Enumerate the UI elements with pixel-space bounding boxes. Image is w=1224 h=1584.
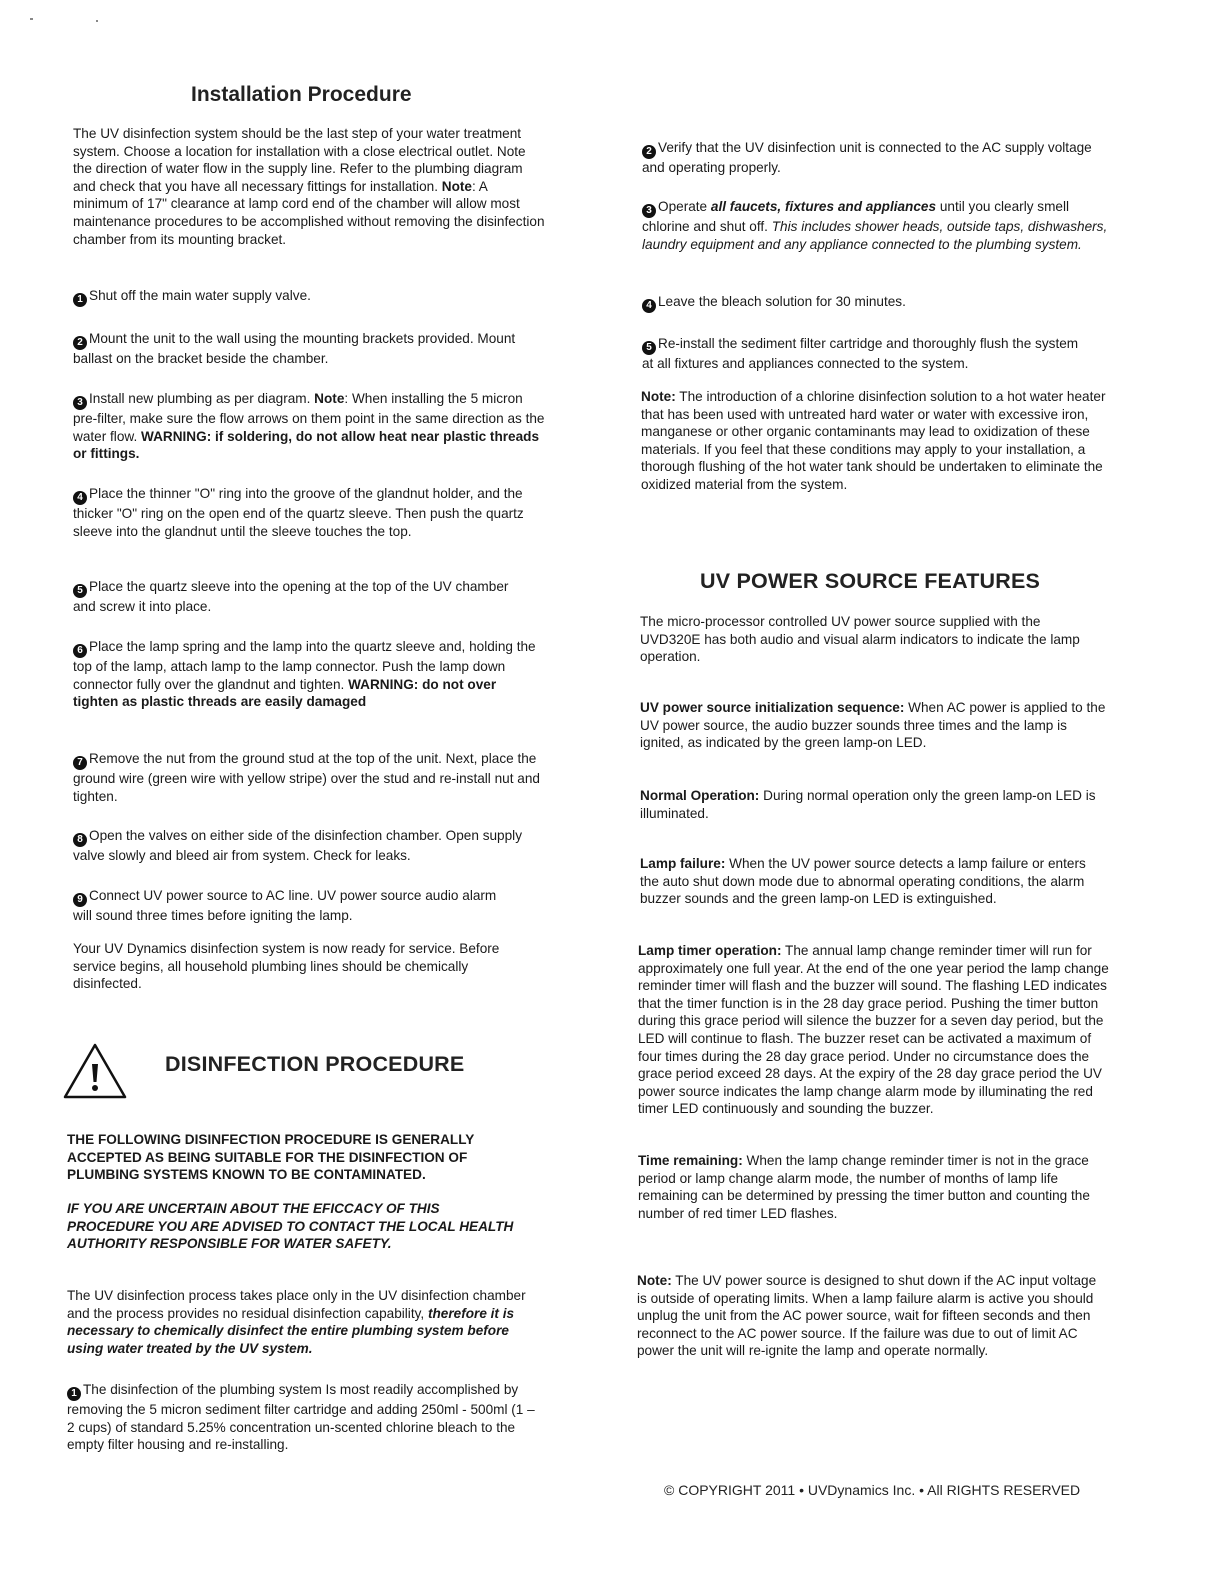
disinfection-step-3: 3 Operate all faucets, fixtures and appliances until you clearly smell chlorine and shut off. This includes shower heads, outside taps, dishwashers, laundry equipment and any appliance connected to the plumbing system.: [642, 199, 1108, 252]
install-step-5: 5 Place the quartz sleeve into the opening at the top of the UV chamber and screw it into place.: [73, 579, 509, 614]
install-step-1: 1 Shut off the main water supply valve.: [73, 287, 545, 307]
install-step-7: 7 Remove the nut from the ground stud at the top of the unit. Next, place the ground wire (green wire with yellow stripe) over the stud and re-install nut and tighten.: [73, 751, 540, 804]
numbered-circle-icon: 1: [67, 1387, 81, 1401]
warning-triangle-icon: [62, 1042, 128, 1100]
disinfection-advisory: IF YOU ARE UNCERTAIN ABOUT THE EFICCACY OF THIS PROCEDURE YOU ARE ADVISED TO CONTACT THE LOCAL HEALTH AUTHORITY RESPONSIBLE FOR WATER SAFETY.: [67, 1201, 514, 1252]
install-step-8: 8 Open the valves on either side of the disinfection chamber. Open supply valve slowly and bleed air from system. Check for leaks.: [73, 828, 522, 863]
ready-paragraph: Your UV Dynamics disinfection system is now ready for service. Before service begins, all household plumbing lines should be chemically disinfected.: [73, 941, 500, 992]
normal-operation: Normal Operation: During normal operation only the green lamp-on LED is illuminated.: [640, 788, 1096, 821]
disinfection-title: DISINFECTION PROCEDURE: [165, 1052, 465, 1076]
numbered-circle-icon: 4: [642, 299, 656, 313]
install-step-3: 3 Install new plumbing as per diagram. Note: When installing the 5 micron pre-filter, make sure the flow arrows on them point in the same direction as the water flow. WARNING: if soldering, do not allow heat near plastic threads or fittings.: [73, 391, 545, 462]
install-step-6: 6 Place the lamp spring and the lamp into the quartz sleeve and, holding the top of the lamp, attach lamp to the lamp connector. Push the lamp down connector fully over the glandnut and tighten. WARNING: do not over tighten as plastic threads are easily damaged: [73, 639, 536, 710]
numbered-circle-icon: 2: [642, 145, 656, 159]
disinfection-notice: THE FOLLOWING DISINFECTION PROCEDURE IS GENERALLY ACCEPTED AS BEING SUITABLE FOR THE DISINFECTION OF PLUMBING SYSTEMS KNOWN TO BE CONTAMINATED.: [67, 1132, 475, 1183]
shutdown-note: Note: The UV power source is designed to shut down if the AC input voltage is outside of operating limits. When a lamp failure alarm is active you should unplug the unit from the AC power source, wait for fifteen seconds and then reconnect to the AC power source. If the failure was due to out of limit AC power the unit will re-ignite the lamp and operate normally.: [637, 1273, 1097, 1359]
disinfection-step-2: 2 Verify that the UV disinfection unit is connected to the AC supply voltage and operating properly.: [642, 140, 1092, 175]
install-step-4: 4 Place the thinner "O" ring into the groove of the glandnut holder, and the thicker "O" ring on the open end of the quartz sleeve. Then push the quartz sleeve into the glandnut until the sleeve touches the top.: [73, 486, 524, 539]
scan-speck: [96, 20, 98, 22]
features-title: UV POWER SOURCE FEATURES: [700, 569, 1041, 593]
disinfection-step-1: 1 The disinfection of the plumbing system Is most readily accomplished by removing the 5 micron sediment filter cartridge and adding 250ml - 500ml (1 –2 cups) of standard 5.25% concentration un-scented chlorine bleach to the empty filter housing and re-installing.: [67, 1382, 535, 1453]
installation-title: Installation Procedure: [191, 83, 412, 106]
numbered-circle-icon: 9: [73, 893, 87, 907]
numbered-circle-icon: 7: [73, 756, 87, 770]
lamp-failure: Lamp failure: When the UV power source detects a lamp failure or enters the auto shut down mode due to abnormal operating conditions, the alarm buzzer sounds and the green lamp-on LED is extinguished.: [640, 856, 1086, 907]
disinfection-step-5: 5 Re-install the sediment filter cartridge and thoroughly flush the system at all fixtures and appliances connected to the system.: [642, 336, 1079, 371]
scan-speck: [30, 18, 33, 20]
disinfection-step-4: 4 Leave the bleach solution for 30 minutes.: [642, 293, 1112, 313]
numbered-circle-icon: 2: [73, 336, 87, 350]
time-remaining: Time remaining: When the lamp change reminder timer is not in the grace period or lamp change alarm mode, the number of months of lamp life remaining can be determined by pressing the timer button and counting the number of red timer LED flashes.: [638, 1153, 1090, 1221]
hot-water-note: Note: The introduction of a chlorine disinfection solution to a hot water heater that has been used with untreated hard water or water with excessive iron, manganese or other organic contaminants may lead to oxidization of these materials. If you feel that these conditions may apply to your installation, a thorough flushing of the hot water tank should be undertaken to eliminate the oxidized material from the system.: [641, 389, 1106, 492]
features-intro: The micro-processor controlled UV power source supplied with the UVD320E has both audio and visual alarm indicators to indicate the lamp operation.: [640, 614, 1080, 665]
numbered-circle-icon: 1: [73, 293, 87, 307]
process-paragraph: The UV disinfection process takes place only in the UV disinfection chamber and the process provides no residual disinfection capability, therefore it is necessary to chemically disinfect the entire plumbing system before using water treated by the UV system.: [67, 1288, 526, 1356]
install-step-2: 2 Mount the unit to the wall using the mounting brackets provided. Mount ballast on the bracket beside the chamber.: [73, 331, 516, 366]
numbered-circle-icon: 4: [73, 491, 87, 505]
intro-paragraph: The UV disinfection system should be the last step of your water treatment system. Choose a location for installation with a close electrical outlet. Note the direction of water flow in the supply line. Refer to the plumbing diagram and check that you have all necessary fittings for installation. Note: A minimum of 17" clearance at lamp cord end of the chamber will allow most maintenance procedures to be accomplished without removing the disinfection chamber from its mounting bracket.: [73, 126, 545, 247]
init-sequence: UV power source initialization sequence: When AC power is applied to the UV power source, the audio buzzer sounds three times and the lamp is ignited, as indicated by the green lamp-on LED.: [640, 700, 1106, 751]
numbered-circle-icon: 8: [73, 833, 87, 847]
numbered-circle-icon: 3: [73, 396, 87, 410]
numbered-circle-icon: 5: [642, 341, 656, 355]
lamp-timer-operation: Lamp timer operation: The annual lamp change reminder timer will run for approximately one full year. At the end of the one year period the lamp change reminder timer will flash and the buzzer will sound. The flashing LED indicates that the timer function is in the 28 day grace period. Pushing the timer button during this grace period will silence the buzzer for a seven day period, but the LED will continue to flash. The buzzer reset can be activated a maximum of four times during the 28 day grace period. Under no circumstance does the grace period exceed 28 days. At the expiry of the 28 day grace period the UV power source indicates the lamp change alarm mode by illuminating the red timer LED continuously and sounding the buzzer.: [638, 943, 1109, 1117]
numbered-circle-icon: 5: [73, 584, 87, 598]
numbered-circle-icon: 3: [642, 204, 656, 218]
install-step-9: 9 Connect UV power source to AC line. UV power source audio alarm will sound three times before igniting the lamp.: [73, 888, 497, 923]
numbered-circle-icon: 6: [73, 644, 87, 658]
copyright-footer: © COPYRIGHT 2011 • UVDynamics Inc. • All RIGHTS RESERVED: [664, 1482, 1081, 1498]
